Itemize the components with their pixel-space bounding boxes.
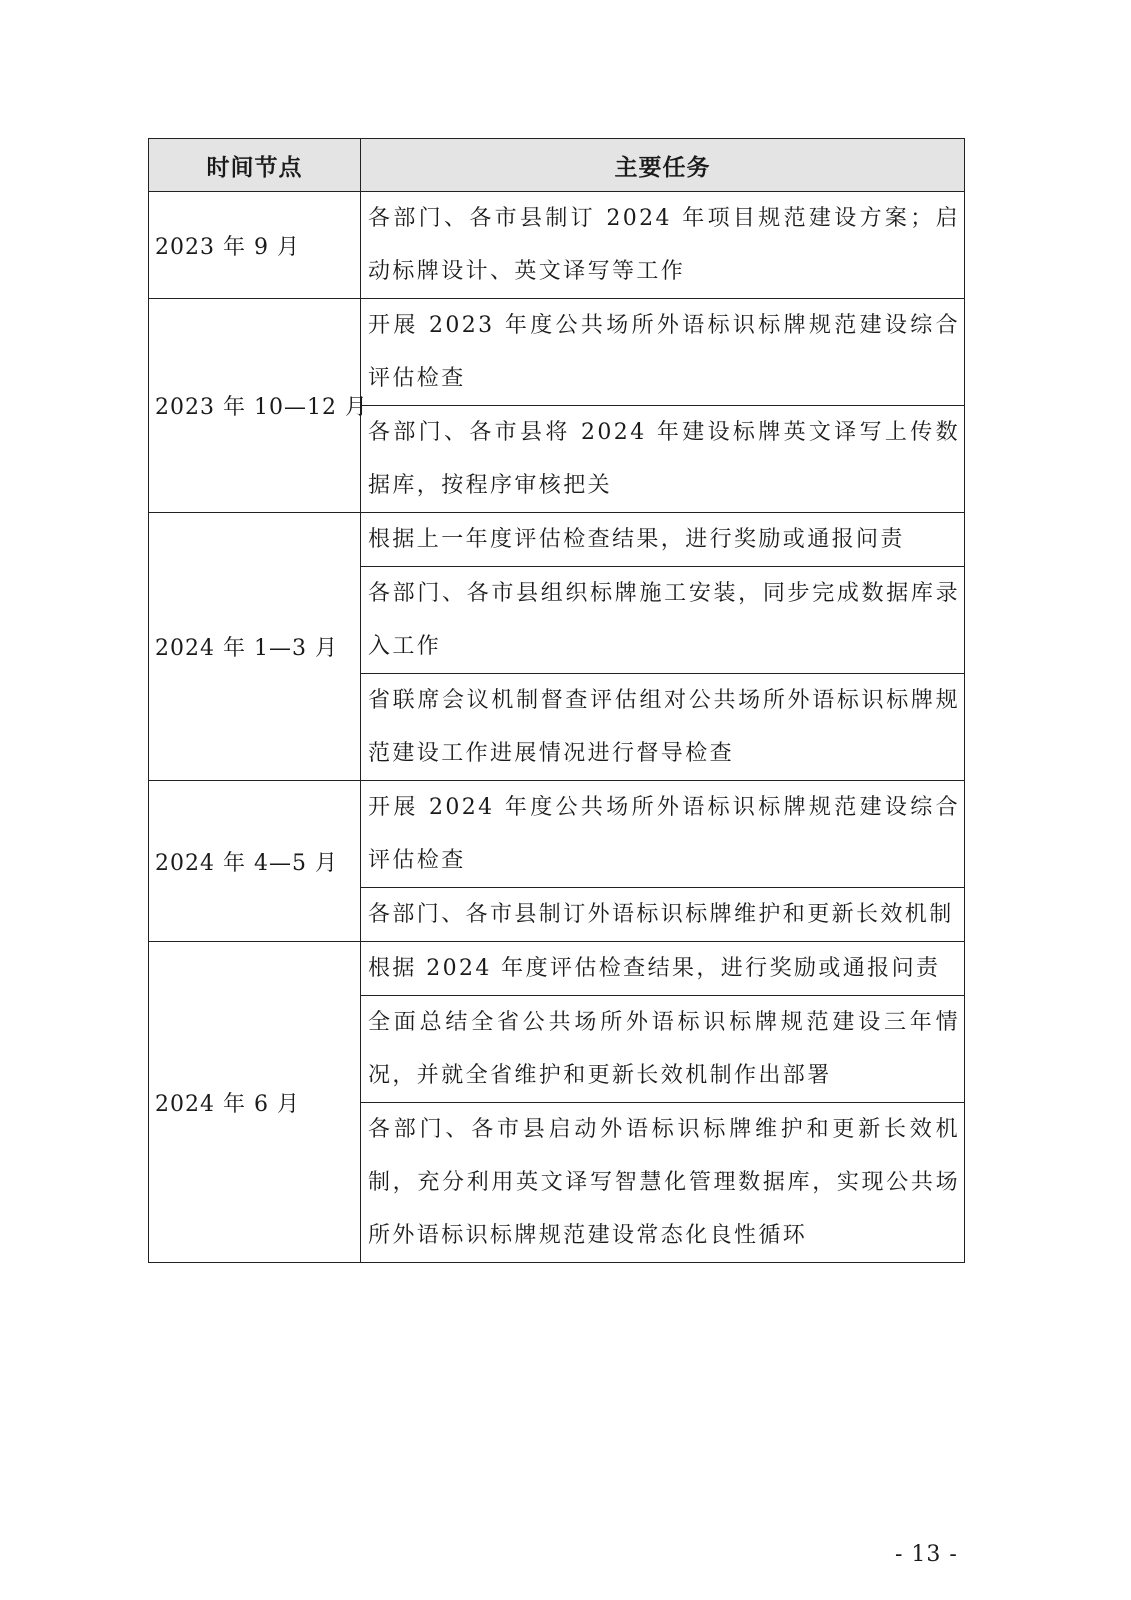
time-node-cell: 2023 年 9 月: [149, 192, 361, 299]
task-cell: 省联席会议机制督查评估组对公共场所外语标识标牌规范建设工作进展情况进行督导检查: [361, 674, 965, 781]
task-cell: 根据 2024 年度评估检查结果，进行奖励或通报问责: [361, 942, 965, 996]
task-cell: 开展 2024 年度公共场所外语标识标牌规范建设综合评估检查: [361, 781, 965, 888]
time-node-cell: 2024 年 6 月: [149, 942, 361, 1263]
header-time-node: 时间节点: [149, 139, 361, 192]
task-cell: 各部门、各市县将 2024 年建设标牌英文译写上传数据库，按程序审核把关: [361, 406, 965, 513]
table-row: [149, 781, 965, 888]
time-node-cell: 2024 年 1—3 月: [149, 513, 361, 781]
task-cell: 全面总结全省公共场所外语标识标牌规范建设三年情况，并就全省维护和更新长效机制作出部署: [361, 996, 965, 1103]
page-number: - 13 -: [895, 1542, 958, 1567]
task-cell: 根据上一年度评估检查结果，进行奖励或通报问责: [361, 513, 965, 567]
time-node-cell: 2023 年 10—12 月: [149, 299, 361, 513]
task-cell: 各部门、各市县制订外语标识标牌维护和更新长效机制: [361, 888, 965, 942]
task-cell: 开展 2023 年度公共场所外语标识标牌规范建设综合评估检查: [361, 299, 965, 406]
table-header-row: [149, 139, 965, 192]
schedule-table: [148, 138, 965, 1263]
table-row: [149, 942, 965, 996]
table-row: [149, 513, 965, 567]
header-main-task: 主要任务: [361, 139, 965, 192]
task-cell: 各部门、各市县制订 2024 年项目规范建设方案；启动标牌设计、英文译写等工作: [361, 192, 965, 299]
task-cell: 各部门、各市县组织标牌施工安装，同步完成数据库录入工作: [361, 567, 965, 674]
time-node-cell: 2024 年 4—5 月: [149, 781, 361, 942]
task-cell: 各部门、各市县启动外语标识标牌维护和更新长效机制，充分利用英文译写智慧化管理数据库，实现公共场所外语标识标牌规范建设常态化良性循环: [361, 1103, 965, 1263]
table-row: [149, 299, 965, 406]
table-row: [149, 192, 965, 299]
